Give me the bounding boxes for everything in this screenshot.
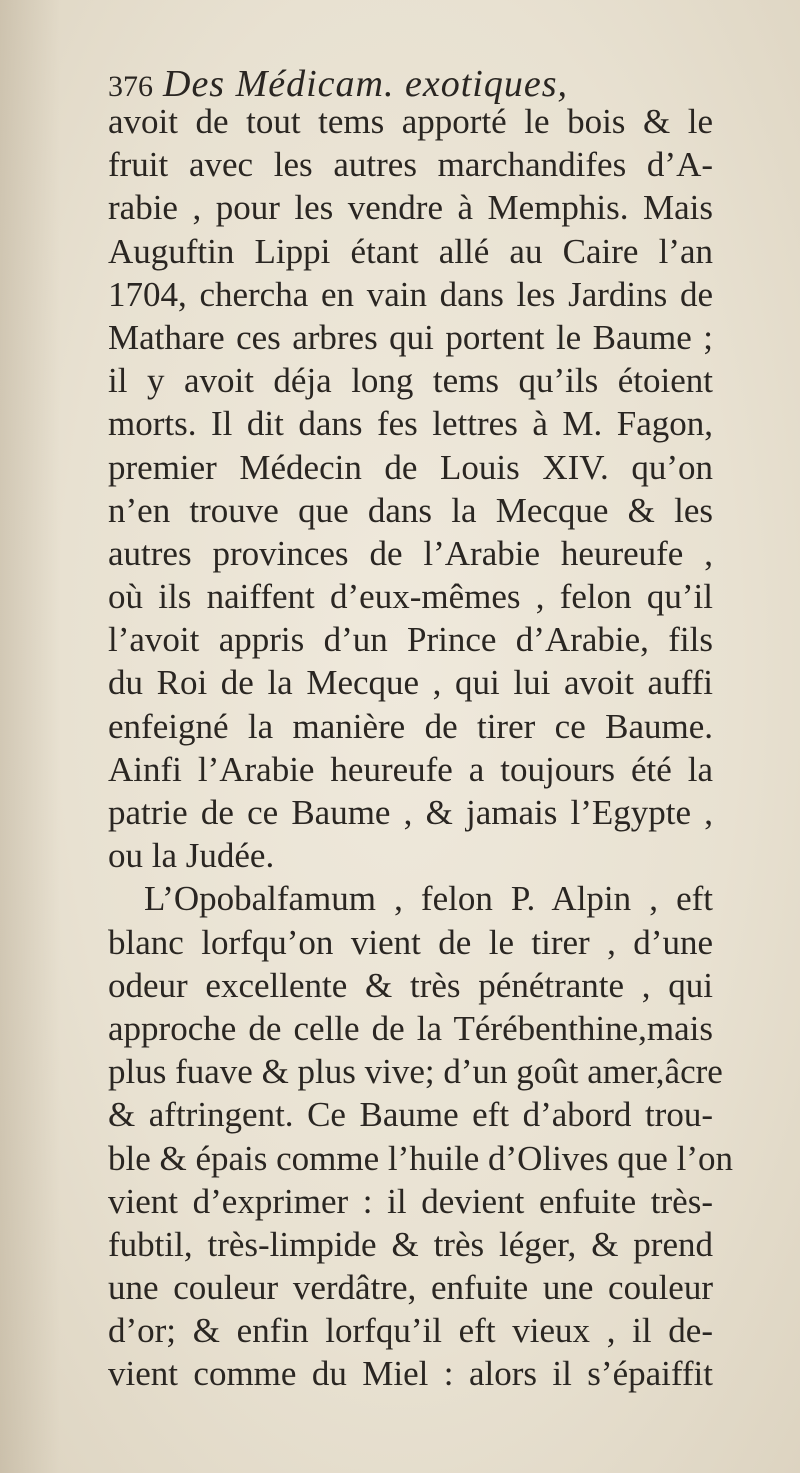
text-line: l’avoit appris d’un Prince d’Arabie, fils xyxy=(108,620,713,660)
text-line: premier Médecin de Louis XIV. qu’on xyxy=(108,447,713,487)
text-line: Mathare ces arbres qui portent le Baume ; xyxy=(108,317,713,357)
running-title: Des Médicam. exotiques, xyxy=(163,63,568,105)
text-line: approche de celle de la Térébenthine,mais xyxy=(108,1008,713,1048)
text-line: blanc lorfqu’on vient de le tirer , d’une xyxy=(108,922,713,962)
text-line: autres provinces de l’Arabie heureufe , xyxy=(108,533,713,573)
text-line: morts. Il dit dans fes lettres à M. Fagon, xyxy=(108,404,713,444)
page-number: 376 xyxy=(108,70,153,103)
text-line: Auguftin Lippi étant allé au Caire l’an xyxy=(108,231,713,271)
text-line: ou la Judée. xyxy=(108,836,275,876)
page-gutter-shadow xyxy=(0,0,60,1473)
paragraph-first-line: L’Opobalfamum , felon P. Alpin , eft xyxy=(144,879,713,919)
body-text xyxy=(108,100,733,1396)
text-line: odeur excellente & très pénétrante , qui xyxy=(108,965,713,1005)
text-line: ble & épais comme l’huile d’Olives que l’on xyxy=(108,1138,733,1178)
text-line: fruit avec les autres marchandifes d’A- xyxy=(108,145,713,185)
text-line: enfeigné la manière de tirer ce Baume. xyxy=(108,706,713,746)
text-line: il y avoit déja long tems qu’ils étoient xyxy=(108,361,713,401)
text-line: rabie , pour les vendre à Memphis. Mais xyxy=(108,188,713,228)
text-line: plus fuave & plus vive; d’un goût amer,âcre xyxy=(108,1052,723,1092)
text-line: vient comme du Miel : alors il s’épaiffit xyxy=(108,1354,713,1394)
text-line: patrie de ce Baume , & jamais l’Egypte , xyxy=(108,793,713,832)
text-line: 1704, chercha en vain dans les Jardins de xyxy=(108,274,713,314)
text-line: vient d’exprimer : il devient enfuite très- xyxy=(108,1181,713,1221)
text-line: Ainfi l’Arabie heureufe a toujours été la xyxy=(108,749,713,789)
text-line: une couleur verdâtre, enfuite une couleur xyxy=(108,1268,713,1308)
text-line: & aftringent. Ce Baume eft d’abord trou- xyxy=(108,1095,713,1135)
text-line: n’en trouve que dans la Mecque & les xyxy=(108,490,713,530)
text-line: fubtil, très-limpide & très léger, & prend xyxy=(108,1224,713,1264)
text-line: d’or; & enfin lorfqu’il eft vieux , il de- xyxy=(108,1311,713,1351)
text-line: du Roi de la Mecque , qui lui avoit auffi xyxy=(108,663,713,703)
text-line: avoit de tout tems apporté le bois & le xyxy=(108,102,713,141)
text-line: où ils naiffent d’eux-mêmes , felon qu’il xyxy=(108,577,713,617)
